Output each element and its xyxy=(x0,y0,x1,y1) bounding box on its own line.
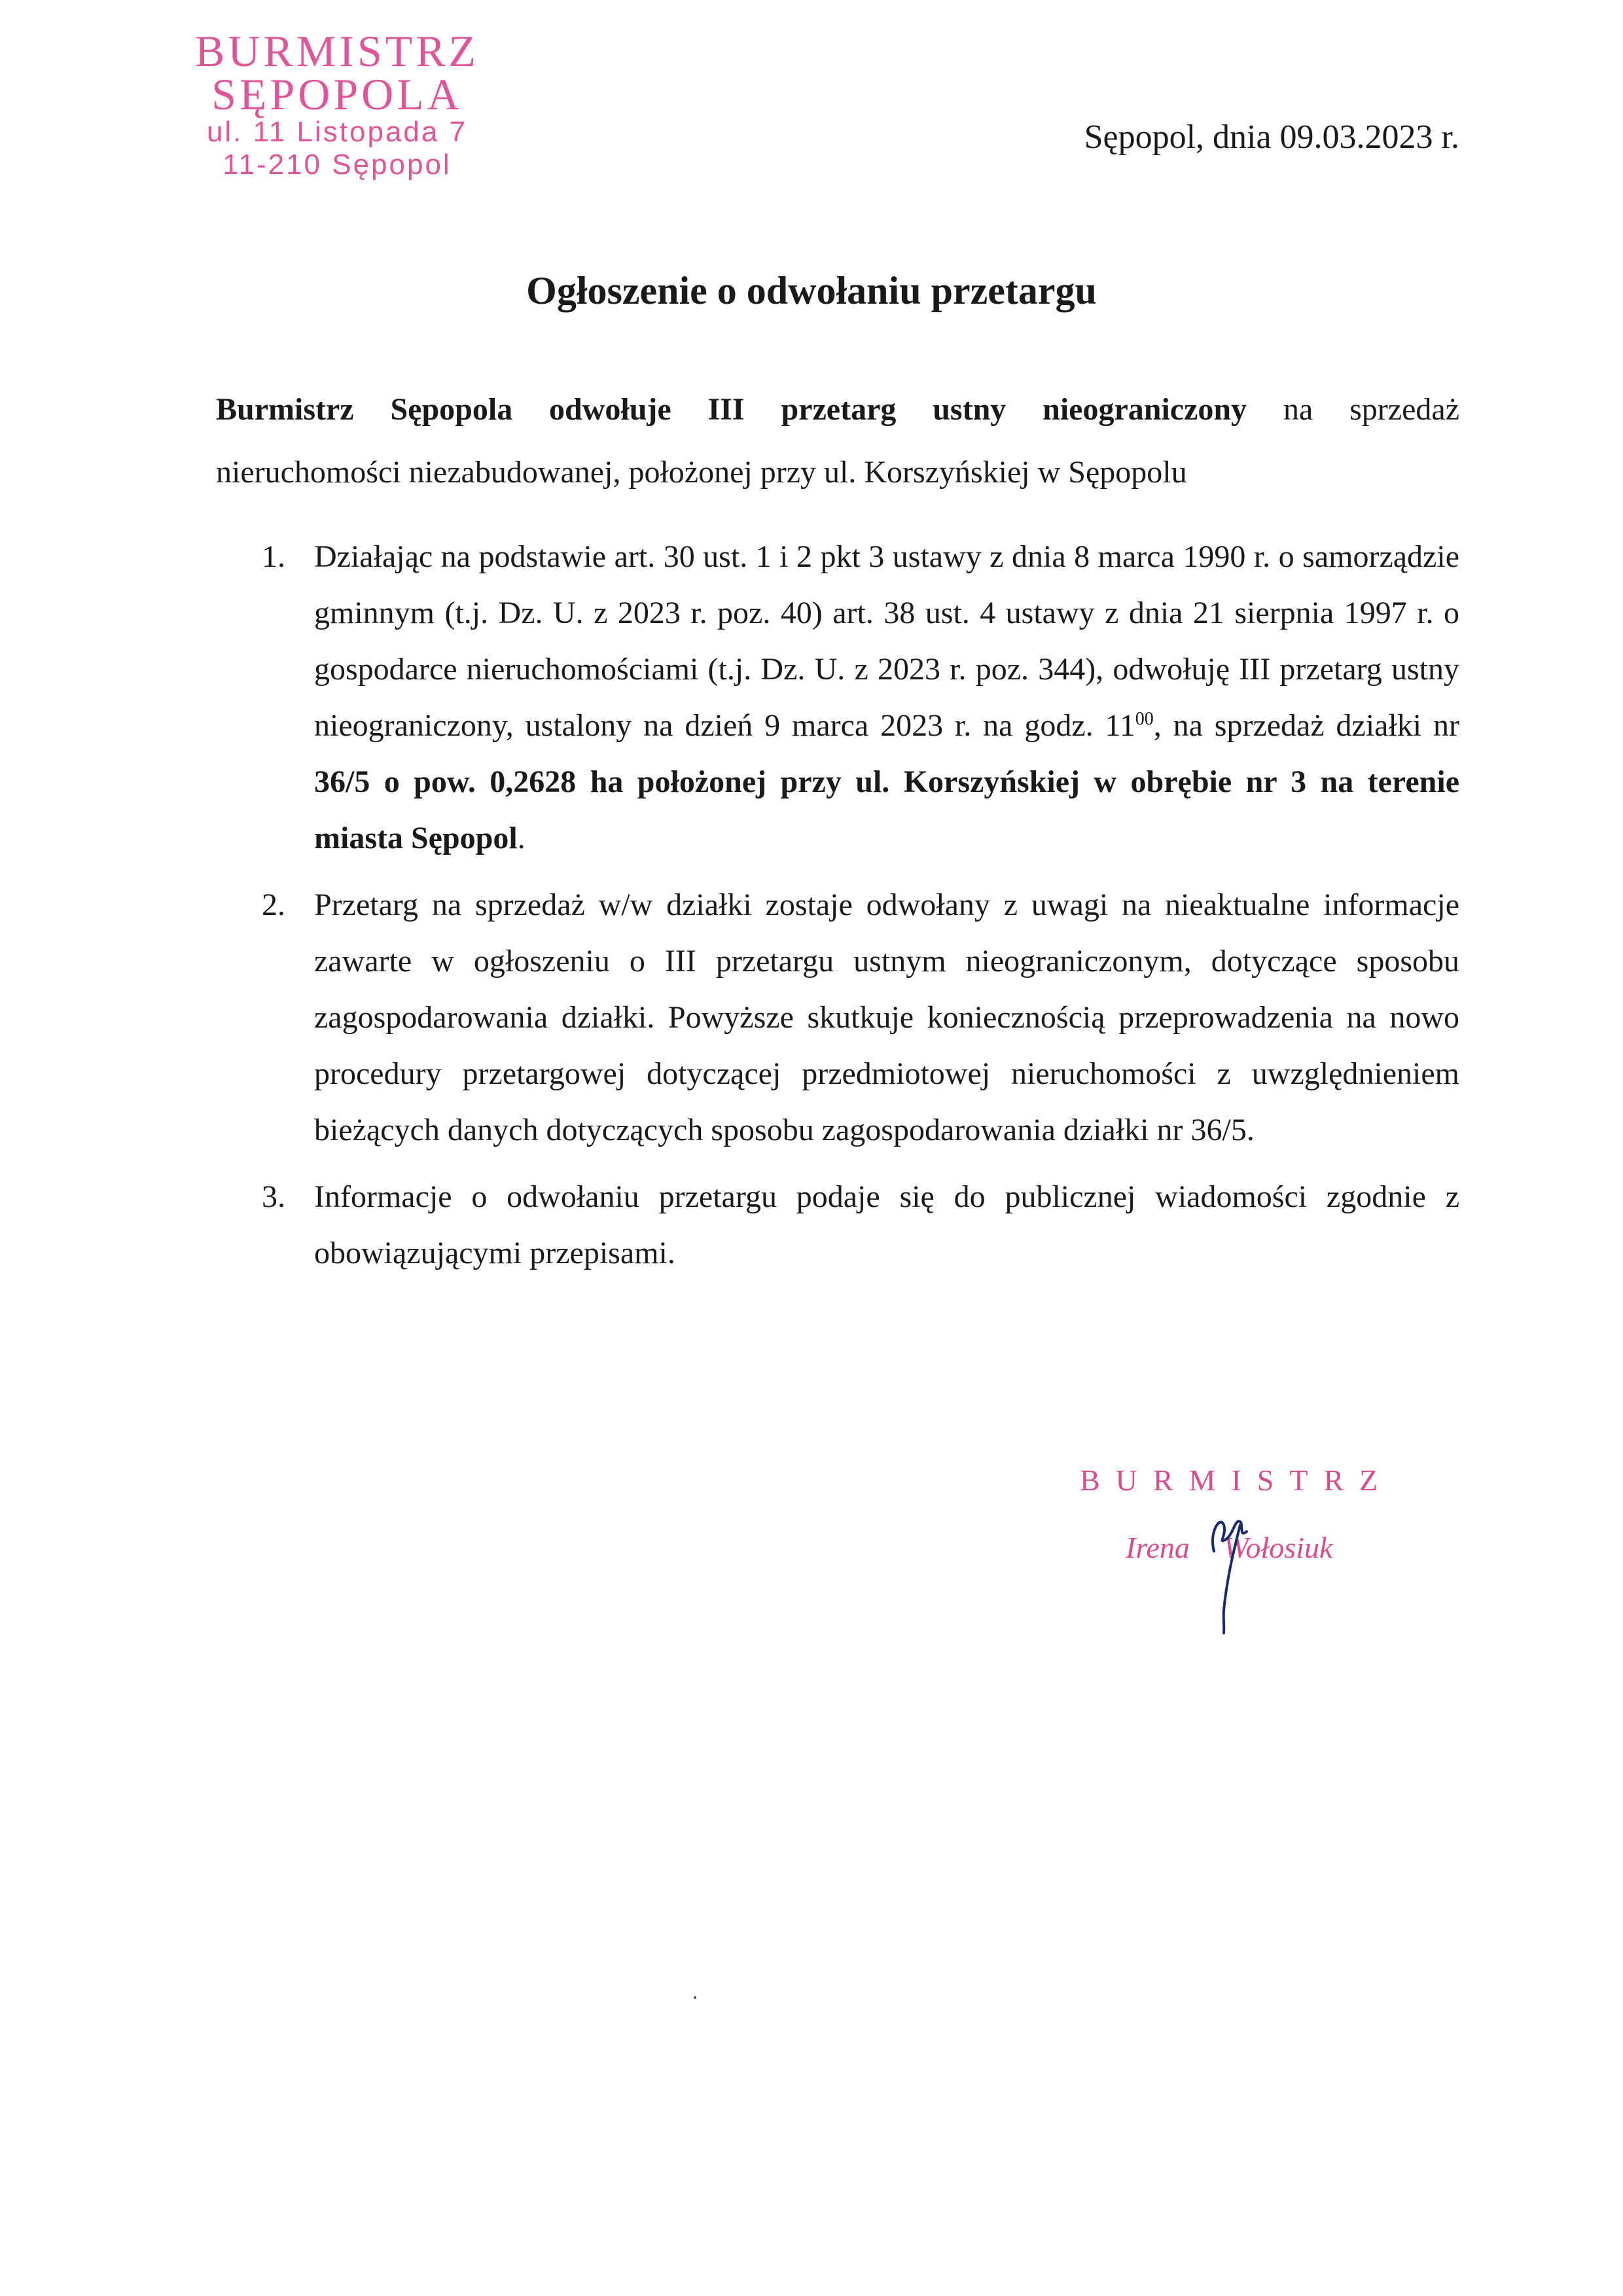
intro-rest: na sprzedaż xyxy=(1247,392,1460,427)
list-item-text: Przetarg na sprzedaż w/w działki zostaje odwołany z uwagi na nieaktualne informacje zawarte w ogłoszeniu o III przetargu ustnym nieograniczonym, dotyczące sposobu zagospodarowania działki. Powyższe skutkuje koniecznością przeprowadzenia na nowo procedury przetargowej dotyczącej przedmiotowej nieruchomości z uwzględnieniem bieżących danych dotyczących sposobu zagospodarowania działki nr 36/5. xyxy=(314,888,1459,1147)
document-date: Sępopol, dnia 09.03.2023 r. xyxy=(1084,118,1459,156)
list-item-text: Informacje o odwołaniu przetargu podaje się do publicznej wiadomości zgodnie z obowiązującymi przepisami. xyxy=(314,1179,1459,1270)
list-item-text: Działając na podstawie art. 30 ust. 1 i 2 pkt 3 ustawy z dnia 8 marca 1990 r. o samorządzie gminnym (t.j. Dz. U. z 2023 r. poz. 40) art. 38 ust. 4 ustawy z dnia 21 sierpnia 1997 r. o gospodarce nieruchomościami (t.j. Dz. U. z 2023 r. poz. 344), odwołuję III przetarg ustny nieograniczony, ustalony na dzień 9 marca 2023 r. na godz. $11^{00}$, na sprzedaż działki nr 36/5 o pow. 0,2628 ha położonej przy ul. Korszyńskiej w obrębie nr 3 na terenie miasta Sępopol. xyxy=(314,539,1459,855)
stamp-city: SĘPOPOLA xyxy=(211,69,463,119)
parcel-details: 36/5 o pow. 0,2628 ha położonej przy ul. Korszyńskiej w obrębie nr 3 na terenie miasta Sępopol xyxy=(314,764,1459,855)
handwritten-signature xyxy=(1194,1479,1273,1636)
stamp-postal: 11-210 Sępopol xyxy=(223,149,452,181)
stamp-street: ul. 11 Listopada 7 xyxy=(206,116,468,148)
numbered-list xyxy=(216,529,1459,1292)
header-stamp xyxy=(141,26,533,181)
intro-line-2: nieruchomości niezabudowanej, położonej przy ul. Korszyńskiej w Sępopolu xyxy=(216,455,1187,490)
intro-paragraph xyxy=(216,378,1459,504)
list-item xyxy=(216,1169,1459,1282)
list-item xyxy=(216,877,1459,1158)
hour-superscript: 00 xyxy=(1135,709,1154,729)
document-title: Ogłoszenie o odwołaniu przetargu xyxy=(526,269,1097,312)
stamp-title: BURMISTRZ xyxy=(194,26,480,76)
signature-name: Irena Wołosiuk xyxy=(1126,1531,1333,1564)
list-number: 3. xyxy=(262,1179,285,1214)
list-item xyxy=(216,529,1459,867)
list-number: 2. xyxy=(262,888,285,922)
signature-role: BURMISTRZ xyxy=(1080,1463,1394,1497)
list-number: 1. xyxy=(262,539,285,574)
intro-bold: Burmistrz Sępopola odwołuje III przetarg ustny nieograniczony xyxy=(216,392,1247,427)
signature-stamp xyxy=(1080,1463,1472,1565)
intro-line-1 xyxy=(216,378,1459,441)
scan-speck xyxy=(694,1996,696,1999)
